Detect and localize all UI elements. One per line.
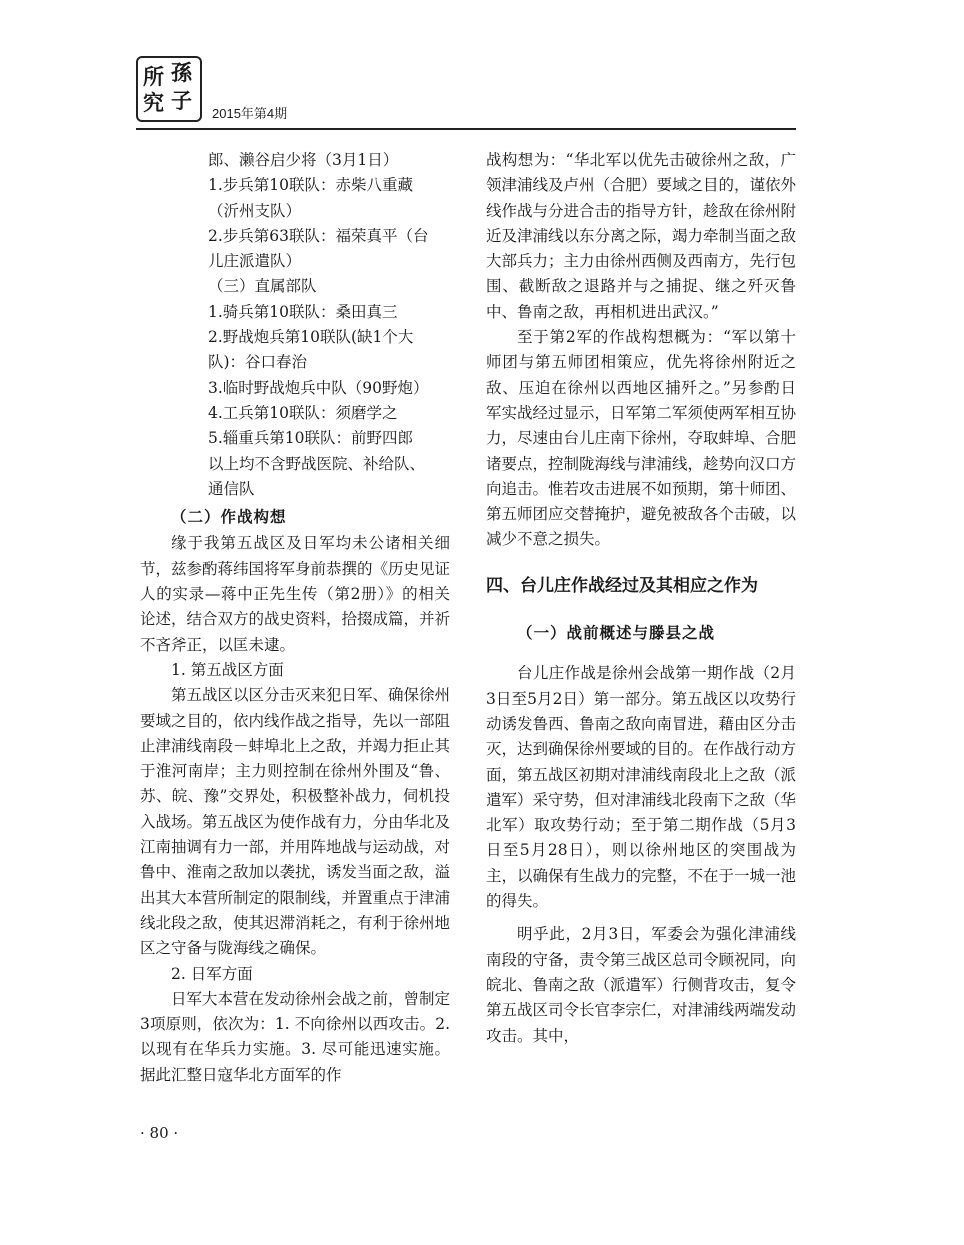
right-column [486,148,796,1049]
item-heading: 1. 第五战区方面 [171,660,284,679]
journal-logo [136,56,202,122]
paragraph: 缘于我第五战区及日军均未公诸相关细节，兹参酌蒋纬国将军身前恭撰的《历史见证人的实录—蒋中正先生传（第2册）》的相关论述，结合双方的战史资料，拾掇成篇，并祈不吝斧正，以匡未逮。 [140,534,451,654]
unit-list [140,148,450,502]
left-column [140,148,450,1088]
list-item: （三）直属部队 [208,277,317,296]
paragraph: 明乎此，2月3日，军委会为强化津浦线南段的守备，责令第三战区总司令顾祝同，向皖北、鲁南之敌（派遣军）行侧背攻击，复令第五战区司令长官李宗仁，对津浦线两端发动攻击。其中， [486,925,797,1045]
paragraph: 至于第2军的作战构想概为：“军以第十师团与第五师团相策应，优先将徐州附近之敌、压迫在徐州以西地区捕歼之。”另参酌日军实战经过显示，日军第二军须使两军相互协力，尽速由台儿庄南下徐州，夺取蚌埠、合肥诸要点，控制陇海线与津浦线，趁势向汉口方向追击。惟若攻击进展不如预期，第十师团、第五师团应交替掩护，避免被敌各个击破，以减少不意之损失。 [486,328,797,549]
item-heading: 2. 日军方面 [171,964,253,983]
logo-char: 孫 [171,60,192,85]
page-number: · 80 · [140,1124,179,1142]
list-item: 儿庄派遣队） [208,252,302,271]
list-item: （沂州支队） [208,201,302,220]
list-item: 4.工兵第10联队：须磨学之 [208,403,398,422]
section-heading: 四、台儿庄作战经过及其相应之作为 [486,575,758,595]
list-item: 队)：谷口春治 [208,353,308,372]
list-item: 3.临时野战炮兵中队（90野炮） [208,378,429,397]
sub-heading: （二）作战构想 [171,507,287,527]
issue-label: 2015年第4期 [212,106,288,121]
logo-char: 所 [143,64,164,89]
sub-heading: （一）战前概述与滕县之战 [517,623,716,643]
logo-char: 子 [171,88,192,113]
list-item: 2.步兵第63联队：福荣真平（台 [208,226,429,245]
paragraph: 战构想为：“华北军以优先击破徐州之敌，广领津浦线及卢州（合肥）要域之目的，谨依外线作战与分进合击的指导方针，趁敌在徐州附近及津浦线以东分离之际，竭力牵制当面之敌大部兵力；主力由徐州西侧及西南方，先行包围、截断敌之退路并与之捕捉、继之歼灭鲁中、鲁南之敌，再相机进出武汉。” [486,151,797,321]
list-item: 2.野战炮兵第10联队(缺1个大 [208,328,414,347]
list-item: 通信队 [208,479,255,498]
list-item: 1.骑兵第10联队：桑田真三 [208,302,398,321]
list-item: 5.辎重兵第10联队：前野四郎 [208,429,414,448]
list-item: 1.步兵第10联队：赤柴八重藏 [208,176,414,195]
paragraph: 日军大本营在发动徐州会战之前，曾制定3项原则，依次为：1. 不向徐州以西攻击。2. 以现有在华兵力实施。3. 尽可能迅速实施。据此汇整日寇华北方面军的作 [140,989,451,1084]
paragraph: 第五战区以区分击灭来犯日军、确保徐州要域之目的，依内线作战之指导，先以一部阻止津浦线南段－蚌埠北上之敌，并竭力拒止其于淮河南岸；主力则控制在徐州外围及“鲁、苏、皖、豫”交界处，积极整补战力，伺机投入战场。第五战区为使作战有力，分由华北及江南抽调有力一部，并用阵地战与运动战，对鲁中、淮南之敌加以袭扰，诱发当面之敌，溢出其大本营所制定的限制线，并置重点于津浦线北段之敌，使其迟滞消耗之，有利于徐州地区之守备与陇海线之确保。 [140,686,451,958]
header-rule [136,128,796,130]
logo-char: 究 [143,90,164,115]
page-header [136,50,796,132]
list-item: 以上均不含野战医院、补给队、 [208,454,426,473]
list-item: 郎、濑谷启少将（3月1日） [208,151,399,169]
paragraph: 台儿庄作战是徐州会战第一期作战（2月3日至5月2日）第一部分。第五战区以攻势行动诱发鲁西、鲁南之敌向南冒进，藉由区分击灭，达到确保徐州要域的目的。在作战行动方面，第五战区初期对津浦线南段北上之敌（派遣军）采守势，但对津浦线北段南下之敌（华北军）取攻势行动；至于第二期作战（5月3日至5月28日），则以徐州地区的突围战为主，以确保有生战力的完整，不在于一城一池的得失。 [486,664,797,911]
